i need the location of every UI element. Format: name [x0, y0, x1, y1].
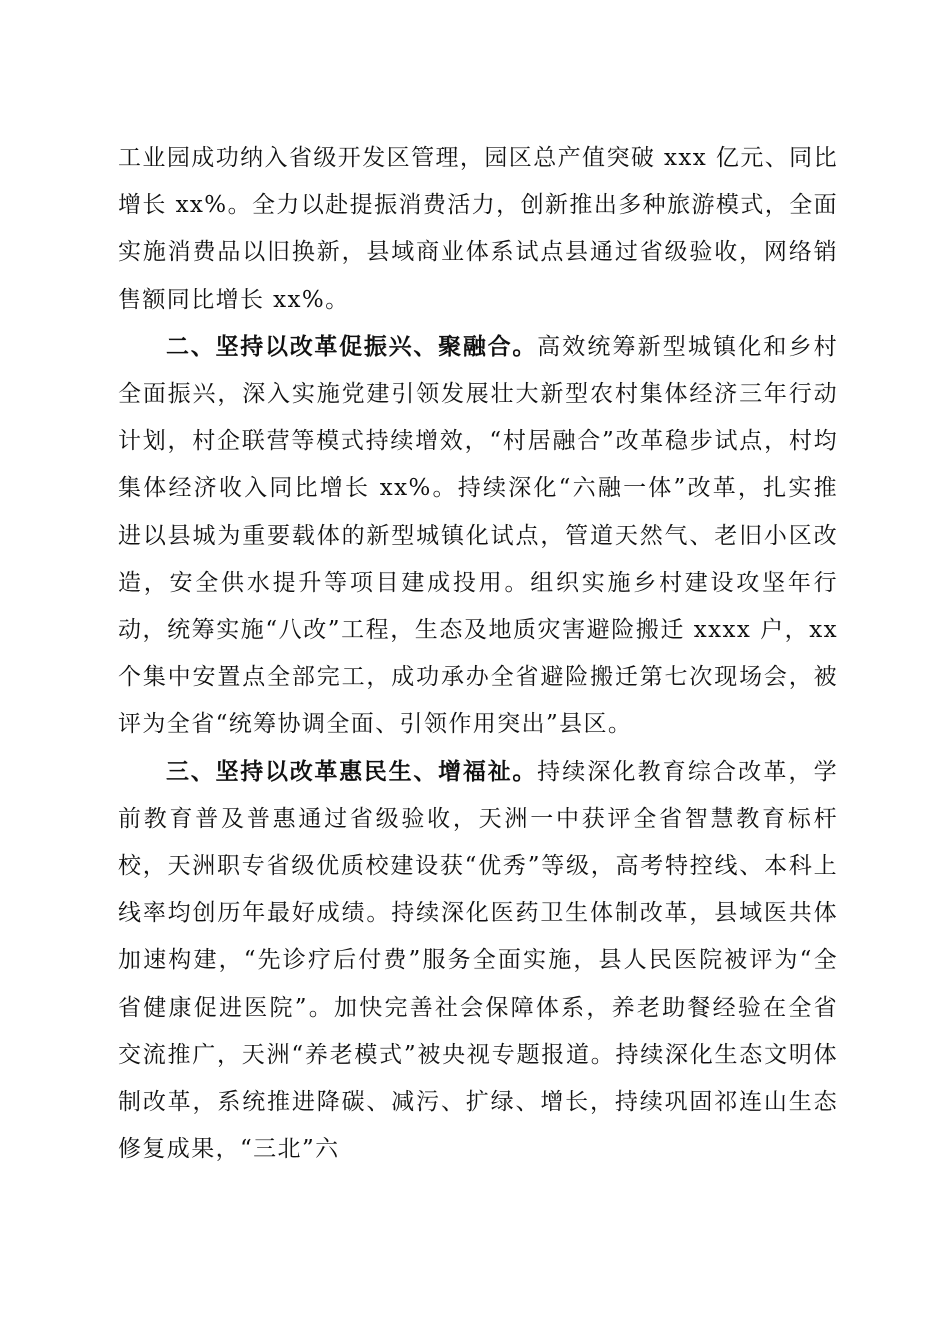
paragraph-text: 工业园成功纳入省级开发区管理，园区总产值突破 xxx 亿元、同比增长 xx%。全力以赴提振消费活力，创新推出多种旅游模式，全面实施消费品以旧换新，县域商业体系试点县通过省级验收，网络销售额同比增长 xx%。	[118, 145, 838, 313]
section-heading-three: 三、坚持以改革惠民生、增福祉。	[166, 758, 538, 785]
paragraph-section-two	[118, 324, 838, 749]
paragraph-continuation	[118, 135, 838, 324]
paragraph-text: 持续深化教育综合改革，学前教育普及普惠通过省级验收，天洲一中获评全省智慧教育标杆校，天洲职专省级优质校建设获“优秀”等级，高考特控线、本科上线率均创历年最好成绩。持续深化医药卫生体制改革，县域医共体加速构建，“先诊疗后付费”服务全面实施，县人民医院被评为“全省健康促进医院”。加快完善社会保障体系，养老助餐经验在全省交流推广，天洲“养老模式”被央视专题报道。持续深化生态文明体制改革，系统推进降碳、减污、扩绿、增长，持续巩固祁连山生态修复成果，“三北”六	[118, 758, 838, 1163]
section-heading-two: 二、坚持以改革促振兴、聚融合。	[166, 333, 538, 360]
document-body	[118, 135, 838, 1173]
paragraph-section-three	[118, 749, 838, 1174]
paragraph-text: 高效统筹新型城镇化和乡村全面振兴，深入实施党建引领发展壮大新型农村集体经济三年行动计划，村企联营等模式持续增效，“村居融合”改革稳步试点，村均集体经济收入同比增长 xx%。持续深化“六融一体”改革，扎实推进以县城为重要载体的新型城镇化试点，管道天然气、老旧小区改造，安全供水提升等项目建成投用。组织实施乡村建设攻坚年行动，统筹实施“八改”工程，生态及地质灾害避险搬迁 xxxx 户，xx 个集中安置点全部完工，成功承办全省避险搬迁第七次现场会，被评为全省“统筹协调全面、引领作用突出”县区。	[118, 333, 838, 738]
